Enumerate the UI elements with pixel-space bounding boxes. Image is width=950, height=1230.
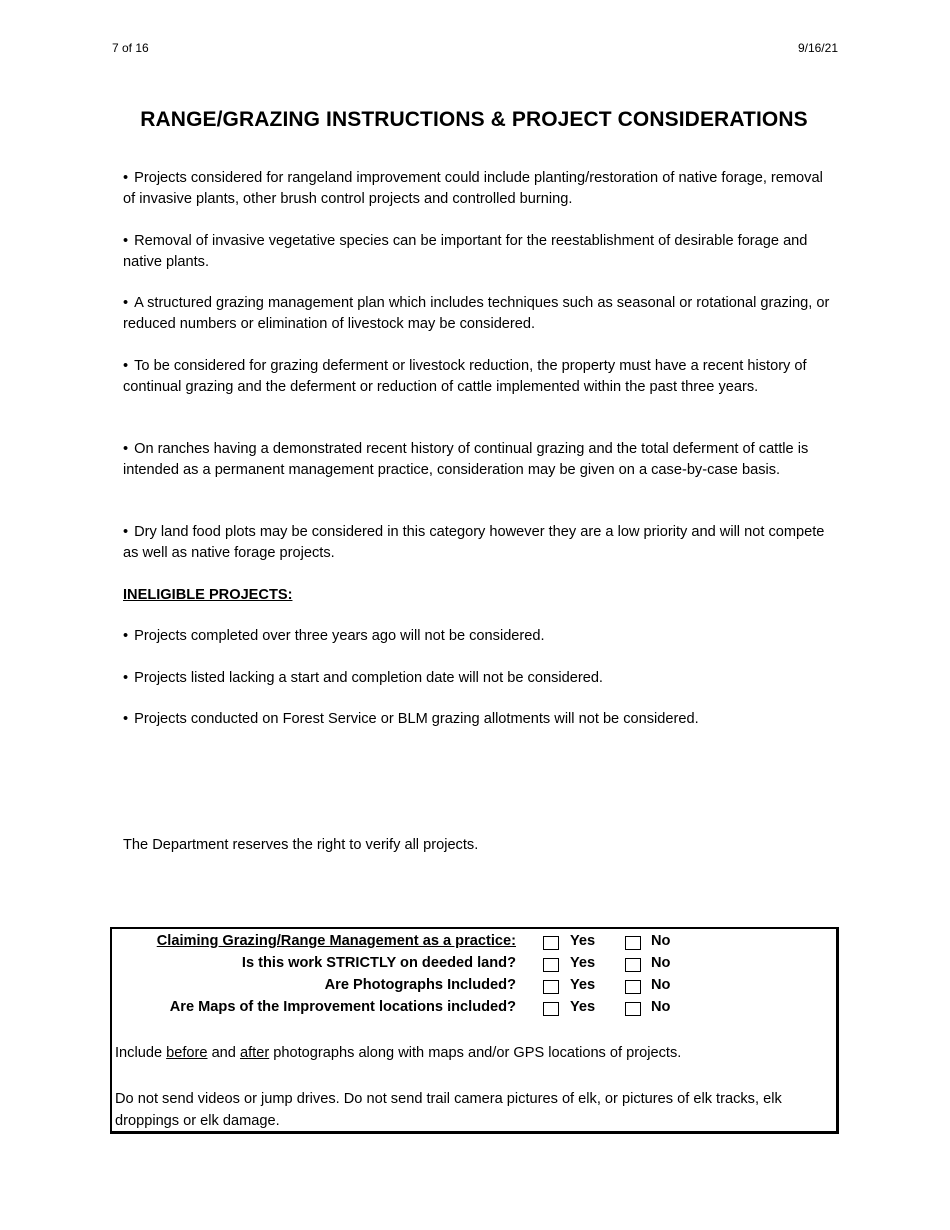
yes-checkbox[interactable] [543,980,559,994]
yes-label: Yes [570,999,596,1015]
bullet-glyph: • [123,670,129,686]
question-label: Are Maps of the Improvement locations included? [169,999,516,1015]
consideration-item: • A structured grazing management plan which includes techniques such as seasonal or rotational grazing, or reduced numbers or elimination of livestock may be considered. [123,295,830,332]
yes-checkbox[interactable] [543,936,559,950]
no-label: No [651,955,671,971]
form-question-row [112,975,812,997]
verify-note: The Department reserves the right to verify all projects. [123,837,479,853]
no-checkbox[interactable] [625,980,641,994]
ineligible-heading: INELIGIBLE PROJECTS: [123,587,293,603]
ineligible-item: • Projects conducted on Forest Service or BLM grazing allotments will not be considered. [123,711,699,727]
bullet-glyph: • [123,524,129,540]
do-not-send-note: Do not send videos or jump drives. Do not send trail camera pictures of elk, or pictures of elk tracks, elk droppings or elk damage. [115,1091,782,1129]
yes-checkbox[interactable] [543,958,559,972]
practice-claim-form [110,927,839,1134]
page-title: RANGE/GRAZING INSTRUCTIONS & PROJECT CONSIDERATIONS [140,108,808,131]
yes-label: Yes [570,955,596,971]
question-label: Are Photographs Included? [324,977,516,993]
bullet-glyph: • [123,628,129,644]
ineligible-item: • Projects completed over three years ago will not be considered. [123,628,545,644]
no-checkbox[interactable] [625,1002,641,1016]
yes-label: Yes [570,933,596,949]
bullet-glyph: • [123,441,129,457]
yes-checkbox[interactable] [543,1002,559,1016]
consideration-item: • To be considered for grazing deferment or livestock reduction, the property must have a recent history of continual grazing and the deferment or reduction of cattle implemented within the past three years. [123,358,807,395]
page-number: 7 of 16 [112,41,149,55]
form-question-row [112,997,812,1019]
consideration-item: • Dry land food plots may be considered in this category however they are a low priority and will not compete as well as native forage projects. [123,524,825,561]
question-label: Is this work STRICTLY on deeded land? [241,955,516,971]
form-question-row [112,931,812,953]
yes-label: Yes [570,977,596,993]
bullet-glyph: • [123,711,129,727]
consideration-item: • Removal of invasive vegetative species can be important for the reestablishment of desirable forage and native plants. [123,233,808,270]
ineligible-item: • Projects listed lacking a start and completion date will not be considered. [123,670,603,686]
consideration-item: • Projects considered for rangeland improvement could include planting/restoration of native forage, removal of invasive plants, other brush control projects and controlled burning. [123,170,823,207]
form-question-row [112,953,812,975]
no-label: No [651,999,671,1015]
no-label: No [651,977,671,993]
no-checkbox[interactable] [625,958,641,972]
no-checkbox[interactable] [625,936,641,950]
bullet-glyph: • [123,170,129,186]
bullet-glyph: • [123,233,129,249]
bullet-glyph: • [123,295,129,311]
consideration-item: • On ranches having a demonstrated recent history of continual grazing and the total deferment of cattle is intended as a permanent management practice, consideration may be given on a case-by-case basis. [123,441,809,478]
photo-instructions: Include before and after photographs along with maps and/or GPS locations of projects. [115,1045,682,1061]
question-label: Claiming Grazing/Range Management as a practice: [156,933,516,949]
document-date: 9/16/21 [797,41,838,55]
bullet-glyph: • [123,358,129,374]
no-label: No [651,933,671,949]
